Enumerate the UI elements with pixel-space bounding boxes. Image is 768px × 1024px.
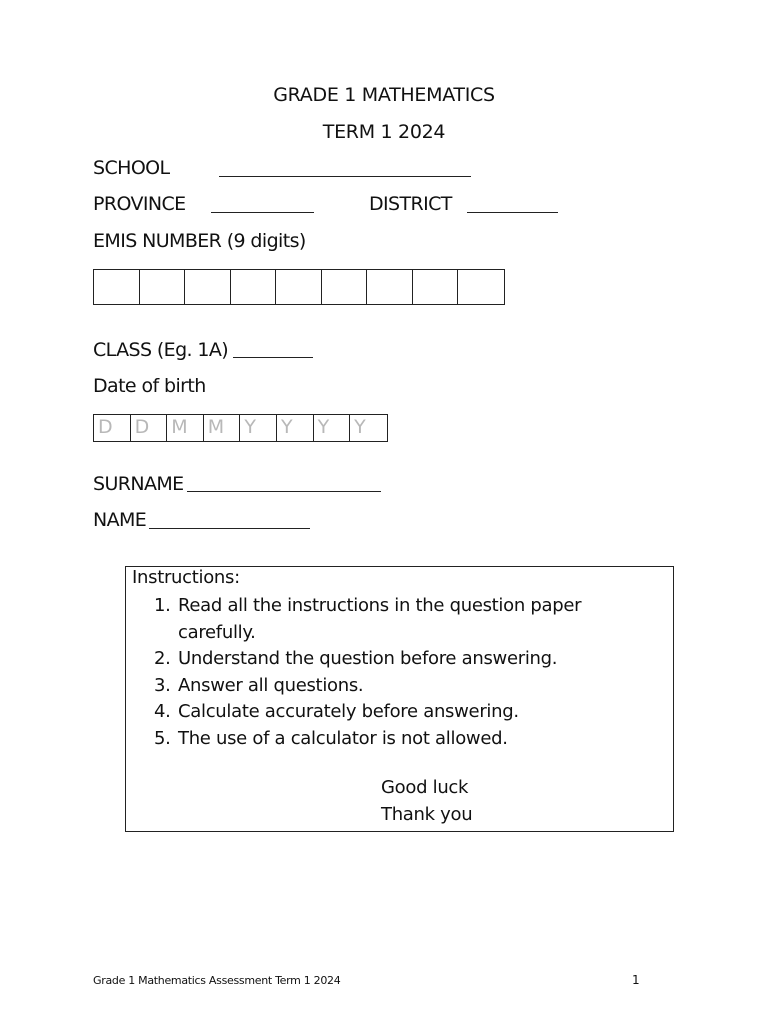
instruction-text: Calculate accurately before answering. bbox=[178, 701, 519, 722]
instructions-heading: Instructions: bbox=[132, 567, 240, 588]
dob-month-box[interactable]: M bbox=[204, 415, 241, 441]
instruction-number: 2. bbox=[154, 648, 171, 669]
school-label: SCHOOL bbox=[93, 157, 170, 179]
good-luck-text: Good luck bbox=[381, 777, 469, 798]
emis-number-grid bbox=[93, 269, 505, 305]
instruction-item bbox=[154, 593, 654, 646]
surname-blank-line[interactable] bbox=[187, 491, 381, 492]
emis-label: EMIS NUMBER (9 digits) bbox=[93, 230, 306, 252]
dob-month-box[interactable]: M bbox=[167, 415, 204, 441]
page-number: 1 bbox=[632, 973, 640, 987]
dob-year-box[interactable]: Y bbox=[354, 416, 366, 438]
instruction-number: 4. bbox=[154, 701, 171, 722]
name-blank-line[interactable] bbox=[149, 528, 310, 529]
district-label: DISTRICT bbox=[369, 193, 452, 215]
dob-label: Date of birth bbox=[93, 375, 206, 397]
page-title: GRADE 1 MATHEMATICS bbox=[273, 84, 495, 106]
class-label: CLASS (Eg. 1A) bbox=[93, 339, 229, 361]
emis-digit-box[interactable] bbox=[367, 270, 413, 304]
province-label: PROVINCE bbox=[93, 193, 186, 215]
dob-year-box[interactable]: Y bbox=[240, 415, 277, 441]
emis-digit-box[interactable] bbox=[140, 270, 186, 304]
instruction-text: Answer all questions. bbox=[178, 674, 364, 696]
dob-day-box[interactable]: D bbox=[131, 415, 168, 441]
instruction-text: Read all the instructions in the question paper carefully. bbox=[178, 595, 582, 643]
page-term: TERM 1 2024 bbox=[322, 121, 446, 143]
emis-digit-box[interactable] bbox=[413, 270, 459, 304]
class-blank-line[interactable] bbox=[233, 357, 313, 358]
emis-digit-box[interactable] bbox=[458, 270, 504, 304]
emis-digit-box[interactable] bbox=[231, 270, 277, 304]
instruction-item bbox=[154, 646, 654, 673]
instruction-item bbox=[154, 673, 654, 700]
dob-grid bbox=[93, 414, 388, 442]
instruction-number: 1. bbox=[154, 595, 171, 616]
name-label: NAME bbox=[93, 509, 147, 531]
instruction-text: Understand the question before answering. bbox=[178, 648, 558, 669]
instruction-number: 5. bbox=[154, 727, 171, 749]
emis-digit-box[interactable] bbox=[185, 270, 231, 304]
dob-year-box[interactable]: Y bbox=[277, 415, 314, 441]
instruction-list bbox=[154, 593, 654, 752]
dob-day-box[interactable]: D bbox=[94, 415, 131, 441]
footer-text: Grade 1 Mathematics Assessment Term 1 2024 bbox=[93, 974, 341, 987]
province-blank-line[interactable] bbox=[211, 212, 314, 213]
instruction-text: The use of a calculator is not allowed. bbox=[178, 727, 508, 749]
thank-you-text: Thank you bbox=[381, 804, 473, 825]
instruction-item bbox=[154, 726, 654, 753]
emis-digit-box[interactable] bbox=[276, 270, 322, 304]
district-blank-line[interactable] bbox=[467, 212, 558, 213]
instruction-item bbox=[154, 699, 654, 726]
surname-label: SURNAME bbox=[93, 473, 184, 495]
emis-digit-box[interactable] bbox=[322, 270, 368, 304]
emis-digit-box[interactable] bbox=[94, 270, 140, 304]
instruction-number: 3. bbox=[154, 674, 171, 696]
school-blank-line[interactable] bbox=[219, 176, 471, 177]
dob-year-box[interactable]: Y bbox=[314, 415, 351, 441]
instructions-box bbox=[125, 566, 674, 832]
